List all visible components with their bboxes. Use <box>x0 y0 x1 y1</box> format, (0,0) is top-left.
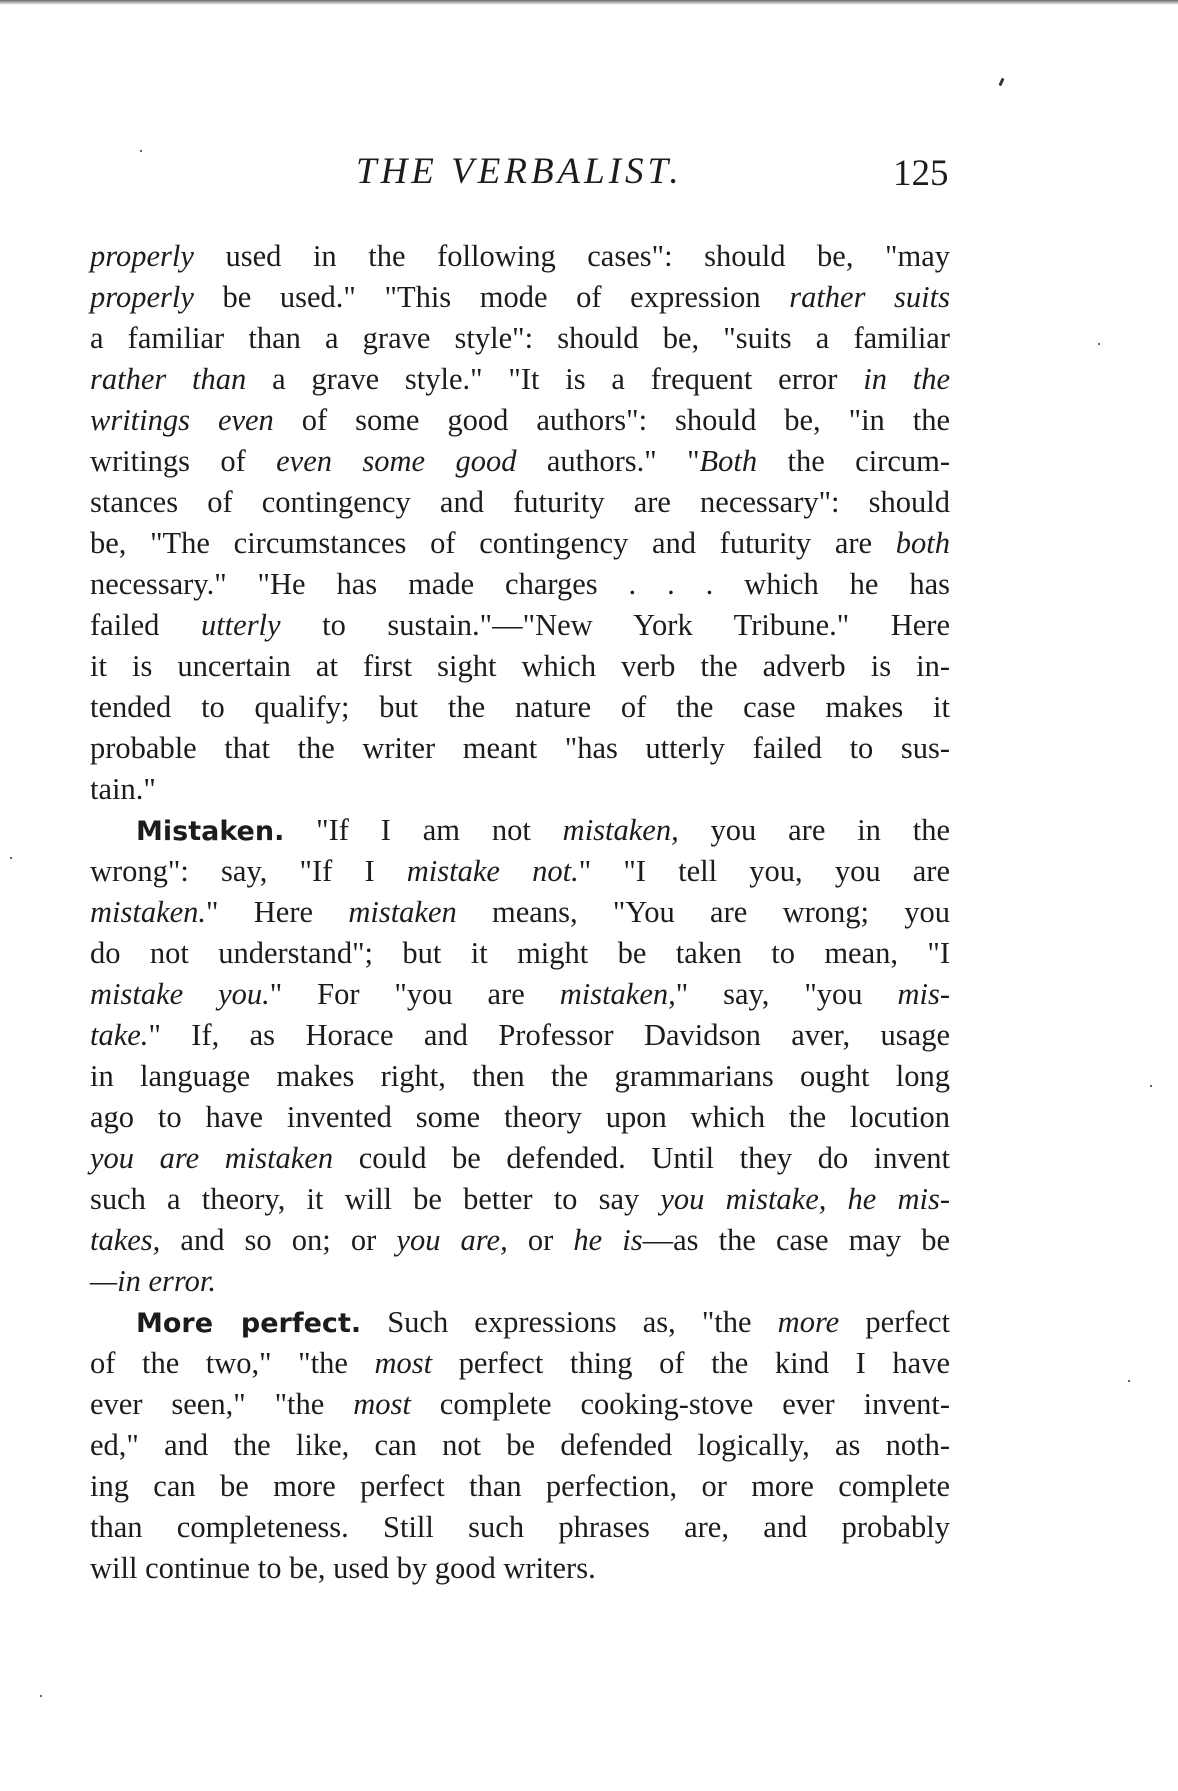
text-line: in language makes right, then the grammarians ought long <box>90 1059 950 1093</box>
text-line: of the two," "the most perfect thing of the kind I have <box>90 1346 950 1380</box>
text-line: ed," and the like, can not be defended logically, as noth- <box>90 1428 950 1462</box>
text-line: failed utterly to sustain."—"New York Tribune." Here <box>90 608 950 642</box>
text-line: wrong": say, "If I mistake not." "I tell you, you are <box>90 854 950 888</box>
text-line: ago to have invented some theory upon which the locution <box>90 1100 950 1134</box>
text-line: rather than a grave style." "It is a frequent error in the <box>90 362 950 396</box>
text-line: take." If, as Horace and Professor Davidson aver, usage <box>90 1018 950 1052</box>
running-head <box>0 150 1178 200</box>
text-line: ever seen," "the most complete cooking-stove ever invent- <box>90 1387 950 1421</box>
text-line: Mistaken. "If I am not mistaken, you are in the <box>136 813 951 847</box>
entry-heading: More perfect. <box>136 1308 362 1339</box>
text-line: stances of contingency and futurity are necessary": should <box>90 485 950 519</box>
text-line: —in error. <box>90 1264 216 1298</box>
page-top-edge <box>0 0 1178 5</box>
print-speck <box>1150 1085 1152 1087</box>
text-line: writings of even some good authors." "Both the circum- <box>90 444 950 478</box>
text-line: than completeness. Still such phrases are, and probably <box>90 1510 950 1544</box>
text-line: properly be used." "This mode of expression rather suits <box>90 280 950 314</box>
text-line: tain." <box>90 772 156 806</box>
print-speck <box>140 150 142 152</box>
text-line: More perfect. Such expressions as, "the more perfect <box>136 1305 950 1339</box>
text-line: necessary." "He has made charges . . . which he has <box>90 567 950 601</box>
text-line: mistake you." For "you are mistaken," say, "you mis- <box>90 977 950 1011</box>
entry-mistaken <box>90 810 950 1302</box>
print-speck <box>998 78 1004 87</box>
text-line: it is uncertain at first sight which verb the adverb is in- <box>90 649 950 683</box>
print-speck <box>1128 1380 1130 1382</box>
text-line: do not understand"; but it might be taken to mean, "I <box>90 936 950 970</box>
paragraph-continued <box>90 236 950 810</box>
running-title: THE VERBALIST. <box>356 151 683 192</box>
body-text <box>90 236 950 1589</box>
text-line: writings even of some good authors": should be, "in the <box>90 403 950 437</box>
print-speck <box>1098 343 1100 345</box>
text-line: a familiar than a grave style": should be, "suits a familiar <box>90 321 950 355</box>
entry-more-perfect <box>90 1302 950 1589</box>
text-line: ing can be more perfect than perfection, or more complete <box>90 1469 950 1503</box>
text-line: be, "The circumstances of contingency and futurity are both <box>90 526 950 560</box>
print-speck <box>40 1695 42 1697</box>
text-line: you are mistaken could be defended. Until they do invent <box>90 1141 950 1175</box>
page-number: 125 <box>893 153 949 194</box>
entry-heading: Mistaken. <box>136 816 285 847</box>
text-line: will continue to be, used by good writers. <box>90 1551 596 1585</box>
print-speck <box>10 857 12 859</box>
text-line: such a theory, it will be better to say you mistake, he mis- <box>90 1182 950 1216</box>
text-line: probable that the writer meant "has utterly failed to sus- <box>90 731 950 765</box>
text-line: properly used in the following cases": should be, "may <box>90 239 950 273</box>
text-line: mistaken." Here mistaken means, "You are wrong; you <box>90 895 950 929</box>
text-line: takes, and so on; or you are, or he is—as the case may be <box>90 1223 951 1257</box>
text-line: tended to qualify; but the nature of the case makes it <box>90 690 950 724</box>
